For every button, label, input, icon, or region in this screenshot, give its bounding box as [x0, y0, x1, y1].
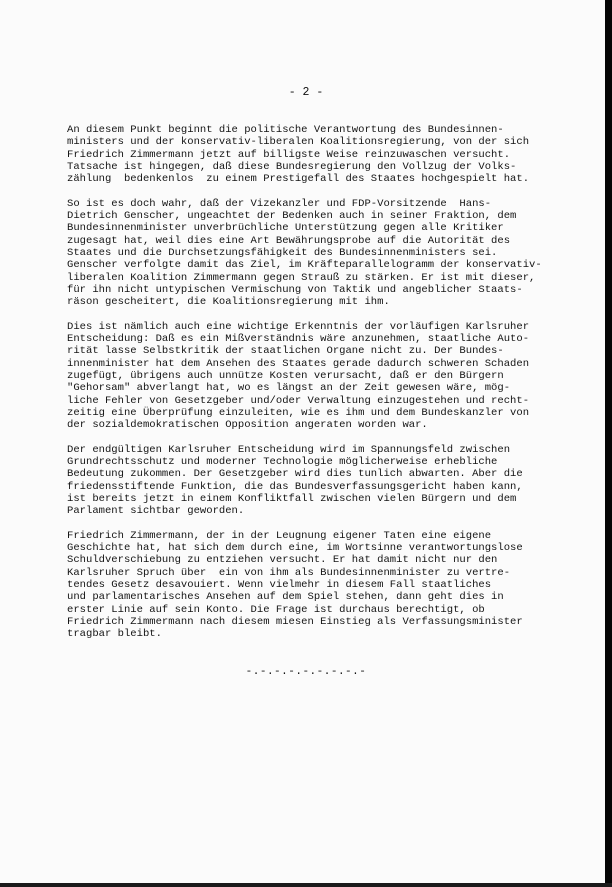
text-line: An diesem Punkt beginnt die politische Verantwortung des Bundesinnen-	[67, 124, 504, 136]
text-line: Entscheidung: Daß es ein Mißverständnis wäre anzunehmen, staatliche Auto-	[67, 333, 530, 346]
paragraph	[67, 321, 587, 432]
paragraph	[67, 444, 587, 518]
text-line: ministers und der konservativ-liberalen Koalitionsregierung, von der sich	[67, 136, 530, 149]
text-line: rität lasse Selbstkritik der staatlichen Organe nicht zu. Der Bundes-	[67, 345, 504, 358]
text-line: Grundrechtsschutz und moderner Technologie möglicherweise erhebliche	[67, 456, 498, 469]
text-line: "Gehorsam" abverlangt hat, wo es längst an der Zeit gewesen wäre, mög-	[67, 382, 511, 395]
text-line: Friedrich Zimmermann, der in der Leugnung eigener Taten eine eigene	[67, 529, 492, 542]
scan-edge-right	[605, 0, 612, 887]
text-line: zählung bedenkenlos zu einem Prestigefall des Staates hochgespielt hat.	[67, 173, 530, 186]
text-line: tendes Gesetz desavouiert. Wenn vielmehr in diesem Fall staatliches	[67, 578, 492, 591]
text-line: zeitig eine Überprüfung einzuleiten, wie es ihm und dem Bundeskanzler von	[67, 406, 530, 419]
text-line: Bedeutung zukommen. Der Gesetzgeber wird dies tunlich abwarten. Aber die	[67, 468, 523, 481]
text-line: ist bereits jetzt in einem Konfliktfall zwischen vielen Bürgern und dem	[67, 492, 517, 505]
page-number: - 2 -	[288, 86, 324, 99]
text-line: liberalen Koalition Zimmermann gegen Strauß zu stärken. Er ist mit dieser,	[67, 271, 536, 284]
text-line: Karlsruher Spruch über ein von ihm als Bundesinnenminister zu vertre-	[67, 566, 511, 579]
text-line: Dietrich Genscher, ungeachtet der Bedenken auch in seiner Fraktion, dem	[67, 210, 517, 223]
text-line: Geschichte hat, hat sich dem durch eine, im Wortsinne verantwortungslose	[67, 542, 523, 555]
text-line: der sozialdemokratischen Opposition angeraten worden war.	[67, 419, 428, 432]
paragraph	[67, 198, 587, 309]
scan-edge-bottom	[0, 883, 612, 887]
text-line: So ist es doch wahr, daß der Vizekanzler und FDP-Vorsitzende Hans-	[67, 197, 492, 210]
text-line: Genscher verfolgte damit das Ziel, im Kräfteparallelogramm der konservativ-	[67, 259, 542, 272]
paragraph	[67, 124, 587, 185]
text-line: Parlament sichtbar geworden.	[67, 505, 245, 518]
body-text	[67, 124, 587, 653]
text-line: Bundesinnenminister unverbrüchliche Unterstützung gegen alle Kritiker	[67, 222, 504, 235]
text-line: tragbar bleibt.	[67, 628, 162, 641]
text-line: zugefügt, übrigens auch unnütze Kosten verursacht, daß er den Bürgern	[67, 369, 504, 382]
end-separator: -.-.-.-.-.-.-.-.-	[245, 666, 367, 678]
text-line: Friedrich Zimmermann nach diesem miesen Einstieg als Verfassungsminister	[67, 615, 523, 628]
text-line: innenminister hat dem Ansehen des Staates gerade dadurch schweren Schaden	[67, 357, 530, 370]
text-line: und parlamentarisches Ansehen auf dem Spiel stehen, dann geht dies in	[67, 591, 504, 604]
text-line: friedensstiftende Funktion, die das Bundesverfassungsgericht haben kann,	[67, 480, 523, 493]
text-line: Staates und die Durchsetzungsfähigkeit des Bundesinnenministers sei.	[67, 246, 498, 259]
text-line: für ihn nicht untypischen Vermischung von Taktik und angeblicher Staats-	[67, 283, 523, 296]
text-line: Friedrich Zimmermann jetzt auf billigste Weise reinzuwaschen versucht.	[67, 148, 511, 161]
text-line: erster Linie auf sein Konto. Die Frage ist durchaus berechtigt, ob	[67, 603, 485, 616]
text-line: Tatsache ist hingegen, daß diese Bundesregierung den Vollzug der Volks-	[67, 160, 517, 173]
text-line: Schuldverschiebung zu entziehen versucht. Er hat damit nicht nur den	[67, 554, 498, 567]
text-line: Der endgültigen Karlsruher Entscheidung wird im Spannungsfeld zwischen	[67, 443, 511, 456]
text-line: zugesagt hat, weil dies eine Art Bewährungsprobe auf die Autorität des	[67, 234, 511, 247]
text-line: räson gescheitert, die Koalitionsregierung mit ihm.	[67, 296, 390, 309]
text-line: liche Fehler von Gesetzgeber und/oder Verwaltung einzugestehen und recht-	[67, 394, 530, 407]
paragraph	[67, 530, 587, 641]
text-line: Dies ist nämlich auch eine wichtige Erkenntnis der vorläufigen Karlsruher	[67, 320, 530, 333]
